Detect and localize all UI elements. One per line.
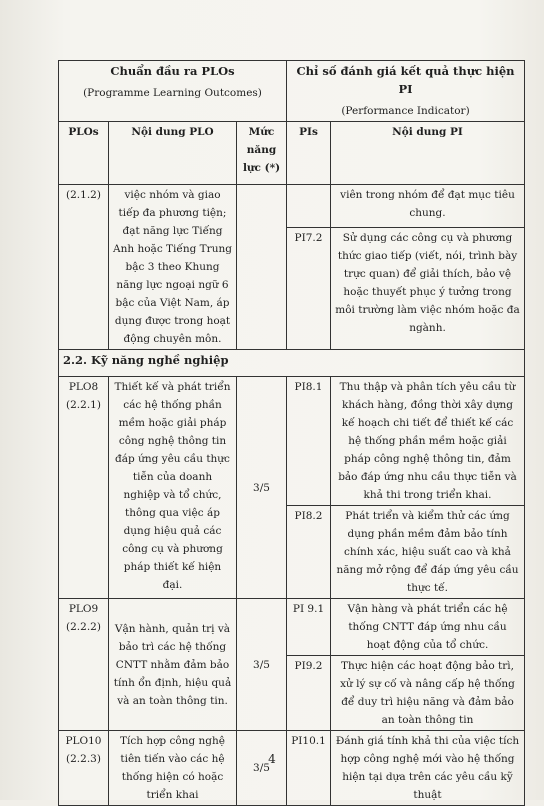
plo-code-cell: (2.1.2) bbox=[59, 185, 109, 350]
plo-content-cell: Tích hợp công nghệ tiên tiến vào các hệ thống hiện có hoặc triển khai bbox=[109, 731, 237, 806]
section-heading-row bbox=[59, 350, 525, 377]
plo-subcode: (2.2.3) bbox=[66, 753, 101, 765]
table-row bbox=[59, 599, 525, 656]
pi-code-cell: PI10.1 bbox=[287, 731, 331, 806]
table-row bbox=[59, 377, 525, 506]
plo-subcode: (2.2.1) bbox=[66, 399, 101, 411]
pi-code-cell: PI9.2 bbox=[287, 656, 331, 731]
pi-code-cell bbox=[287, 185, 331, 228]
plo-content-cell: Thiết kế và phát triển các hệ thống phần mềm hoặc giải pháp công nghệ thông tin đáp ứng yêu cầu thực tiễn của doanh nghiệp và tổ chức, thông qua việc áp dụng hiệu quả các công cụ và phương pháp thiết kế hiện đại. bbox=[109, 377, 237, 599]
level-cell: 3/5 bbox=[237, 599, 287, 731]
plo-code-cell bbox=[59, 599, 109, 731]
level-cell: 3/5 bbox=[237, 377, 287, 599]
plo-group-title: Chuẩn đầu ra PLOs bbox=[110, 64, 235, 78]
table-row bbox=[59, 731, 525, 806]
page-number: 4 bbox=[268, 752, 276, 766]
pi-content-cell: Đánh giá tính khả thi của việc tích hợp công nghệ mới vào hệ thống hiện tại dựa trên các yêu cầu kỹ thuật bbox=[331, 731, 525, 806]
plo-group-subtitle: (Programme Learning Outcomes) bbox=[83, 87, 262, 99]
pi-content-cell: Thu thập và phân tích yêu cầu từ khách hàng, đồng thời xây dựng kế hoạch chi tiết để thiết kế các hệ thống phần mềm hoặc giải pháp công nghệ thông tin, đảm bảo đáp ứng nhu cầu thực tiễn và khả thi trong triển khai. bbox=[331, 377, 525, 506]
plo-content-cell: Vận hành, quản trị và bảo trì các hệ thống CNTT nhằm đảm bảo tính ổn định, hiệu quả và an toàn thông tin. bbox=[109, 599, 237, 731]
plo-subcode: (2.2.2) bbox=[66, 621, 101, 633]
pi-content-cell: Sử dụng các công cụ và phương thức giao tiếp (viết, nói, trình bày trực quan) để giải thích, bảo vệ hoặc thuyết phục ý tưởng trong môi trường làm việc nhóm hoặc đa ngành. bbox=[331, 227, 525, 349]
table-column-header-row bbox=[59, 122, 525, 185]
plo-content-cell: việc nhóm và giao tiếp đa phương tiện; đạt năng lực Tiếng Anh hoặc Tiếng Trung bậc 3 theo Khung năng lực ngoại ngữ 6 bậc của Việt Nam, áp dụng được trong hoạt động chuyên môn. bbox=[109, 185, 237, 350]
table-header-group-row bbox=[59, 61, 525, 122]
pi-code-cell: PI8.2 bbox=[287, 506, 331, 599]
section-heading: 2.2. Kỹ năng nghề nghiệp bbox=[59, 350, 525, 377]
pi-code-cell: PI8.1 bbox=[287, 377, 331, 506]
plo-group-header bbox=[59, 61, 287, 122]
plo-code: PLO8 bbox=[68, 381, 99, 393]
pi-group-header bbox=[287, 61, 525, 122]
plo-pi-table bbox=[58, 60, 525, 806]
pi-content-cell: Thực hiện các hoạt động bảo trì, xử lý sự cố và nâng cấp hệ thống để duy trì hiệu năng và đảm bảo an toàn thông tin bbox=[331, 656, 525, 731]
col-header-pi-content: Nội dung PI bbox=[331, 122, 525, 185]
col-header-pis: PIs bbox=[287, 122, 331, 185]
plo-code-cell bbox=[59, 731, 109, 806]
pi-group-title: Chỉ số đánh giá kết quả thực hiện PI bbox=[296, 64, 515, 96]
pi-content-cell: Phát triển và kiểm thử các ứng dụng phần mềm đảm bảo tính chính xác, hiệu suất cao và khả năng mở rộng để đáp ứng yêu cầu thực tế. bbox=[331, 506, 525, 599]
pi-content-cell: Vận hàng và phát triển các hệ thống CNTT đáp ứng nhu cầu hoạt động của tổ chức. bbox=[331, 599, 525, 656]
col-header-plos: PLOs bbox=[59, 122, 109, 185]
pi-code-cell: PI 9.1 bbox=[287, 599, 331, 656]
table-row bbox=[59, 185, 525, 228]
plo-code: PLO9 bbox=[68, 603, 99, 615]
level-cell bbox=[237, 185, 287, 350]
level-cell: 3/5 bbox=[237, 731, 287, 806]
pi-code-cell: PI7.2 bbox=[287, 227, 331, 349]
pi-content-cell: viên trong nhóm để đạt mục tiêu chung. bbox=[331, 185, 525, 228]
plo-code: PLO10 bbox=[65, 735, 102, 747]
col-header-plo-content: Nội dung PLO bbox=[109, 122, 237, 185]
pi-group-subtitle: (Performance Indicator) bbox=[341, 105, 470, 117]
plo-code-cell bbox=[59, 377, 109, 599]
col-header-level: Mức năng lực (*) bbox=[237, 122, 287, 185]
